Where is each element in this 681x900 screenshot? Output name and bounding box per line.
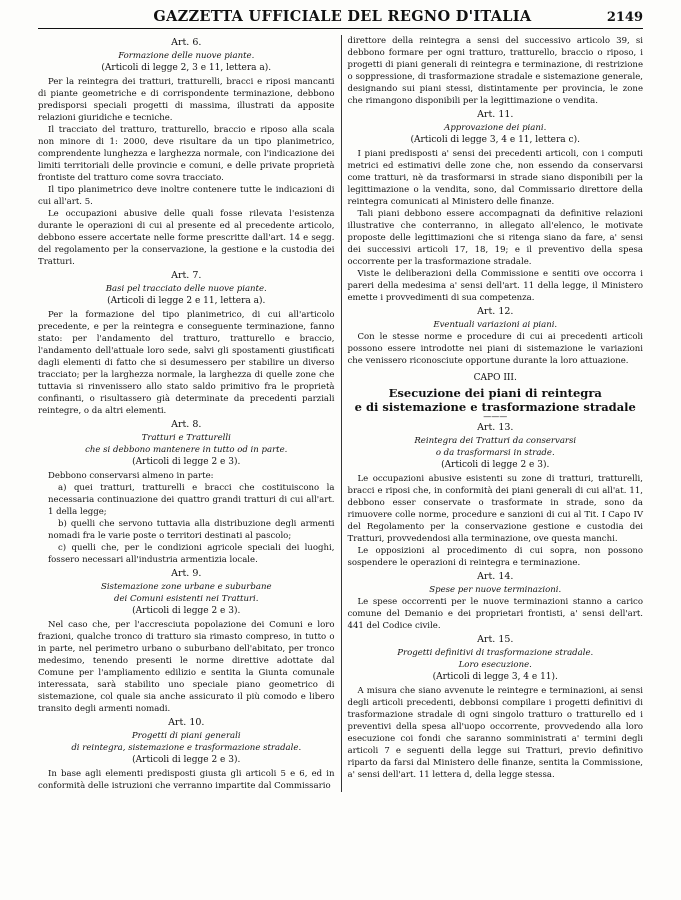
law-reference: (Articoli di legge 2 e 3). — [441, 460, 550, 470]
article-heading: di reintegra, sistemazione e trasformazione stradale. — [71, 743, 302, 753]
article-heading: Tratturi e Tratturelli — [141, 433, 231, 443]
article-6 — [38, 37, 335, 268]
list-item: b) quelli che servono tuttavia alla distribuzione degli armenti nomadi fra le varie poste o territori destinati al pascolo; — [48, 519, 335, 541]
article-label: Art. 14. — [477, 571, 514, 582]
chapter-title: Esecuzione dei piani di reintegra — [388, 386, 602, 400]
page-number: 2149 — [606, 10, 643, 25]
article-14 — [348, 571, 644, 632]
paragraph: Nel caso che, per l'accresciuta popolazione dei Comuni e loro frazioni, qualche tronco di tratturo sia rimasto compreso, in tutto o in parte, nel perimetro urbano o suburbano dell'abitato, per tronco medesimo, tenendo presenti le norme direttive adottate dal Comune per l'ampliamento edilizio e sentita la Giunta comunale interessata, sarà stabilito uno speciale piano geometrico di sistemazione, col quale sia anche assicurato il più comodo e libero transito degli armenti nomadi. — [38, 620, 335, 714]
law-reference: (Articoli di legge 3, 4 e 11). — [432, 672, 558, 682]
article-13 — [348, 422, 644, 569]
article-heading: o da trasformarsi in strade. — [435, 448, 555, 458]
list-item: a) quei tratturi, tratturelli e bracci che costituiscono la necessaria continuazione dei quattro grandi tratturi di cui all'art. 1 della legge; — [48, 483, 335, 517]
paragraph: Le occupazioni abusive esistenti su zone di tratturi, tratturelli, bracci e riposi che, in conformità dei piani generali di cui all'at. 11, debbono esser conservate o trasformate in strade, sono da rimuovere colle norme, procedure e sanzioni di cui al Tit. I Capo IV del Regolamento per la conservazione gestione e custodia dei Tratturi, provvedendosi alla terminazione, ove questa manchi. — [347, 474, 643, 544]
paragraph: Le occupazioni abusive delle quali fosse rilevata l'esistenza durante le operazioni di cui al presente ed al precedente articolo, debbono essere accertate nelle forme prescritte dall'art. 14 e segg. del regolamento per la conservazione, la gestione e la custodia dei Tratturi. — [38, 209, 335, 267]
law-reference: (Articoli di legge 2 e 3). — [132, 457, 241, 467]
paragraph: Le spese occorrenti per le nuove terminazioni stanno a carico comune del Demanio e dei proprietari frontisti, a' sensi dell'art. 441 del Codice civile. — [347, 597, 643, 631]
left-column — [38, 35, 341, 792]
paragraph: Debbono conservarsi almeno in parte: — [48, 471, 214, 481]
article-12 — [348, 306, 644, 367]
article-heading: Sistemazione zone urbane e suburbane — [100, 582, 272, 592]
article-label: Art. 12. — [477, 306, 514, 317]
article-10 — [38, 717, 335, 792]
article-heading: dei Comuni esistenti nei Tratturi. — [114, 594, 259, 604]
article-8 — [38, 419, 335, 566]
paragraph: Tali piani debbono essere accompagnati da definitive relazioni illustrative che conterranno, in allegato all'elenco, le motivate proposte delle legittimazioni che si ritenga siano da fare, a' sensi dei successivi articoli 17, 18, 19; e il preventivo della spesa occorrente per la trasformazione stradale. — [347, 209, 643, 267]
article-label: Art. 15. — [477, 634, 514, 645]
article-9 — [38, 568, 335, 715]
article-heading: Progetti definitivi di trasformazione stradale. — [397, 648, 594, 658]
law-reference: (Articoli di legge 2 e 11, lettera a). — [107, 296, 266, 306]
paragraph: Le opposizioni al procedimento di cui sopra, non possono sospendere le operazioni di reintegra e terminazione. — [347, 546, 643, 568]
paragraph: A misura che siano avvenute le reintegre e terminazioni, ai sensi degli articoli precedenti, debbonsi compilare i progetti definitivi di trasformazione stradale di ogni singolo tratturo o tratturello ed i preventivi della spesa all'uopo occorrente, provvedendo alla loro esecuzione coi fondi che saranno somministrati a' termini degli articoli 7 e seguenti della legge sui Tratturi, previo definitivo riparto da farsi dal Ministero delle finanze, sentita la Commissione, a' sensi dell'art. 11 lettera d, della legge stessa. — [347, 686, 643, 780]
article-heading: Loro esecuzione. — [458, 660, 532, 670]
paragraph: Per la formazione del tipo planimetrico, di cui all'articolo precedente, e per la reintegra e conseguente terminazione, fanno stato: per l'andamento del tratturo, tratturello e braccio, l'andamento dell'attuale loro sede, salvi gli spostamenti giustificati dagli elementi di fatto che si desumessero per stabilire un diverso tracciato; per la larghezza normale, la larghezza di quelle zone che tuttavia si rinvenissero allo stato saldo primitivo fra le proprietà confinanti, o risultassero già determinate da precedenti parziali reintegre, o da altri elementi. — [38, 310, 335, 416]
paragraph: Viste le deliberazioni della Commissione e sentiti ove occorra i pareri della medesima a' sensi dell'art. 11 della legge, il Ministero emette i provvedimenti di sua competenza. — [347, 269, 643, 303]
article-heading: Progetti di piani generali — [131, 731, 241, 741]
article-label: Art. 11. — [477, 109, 514, 120]
article-heading: Reintegra dei Tratturi da conservarsi — [414, 436, 577, 446]
article-label: Art. 9. — [171, 568, 202, 579]
paragraph: Con le stesse norme e procedure di cui ai precedenti articoli possono essere introdotte nei piani di sistemazione le variazioni che venissero riconosciute opportune durante la loro attuazione. — [347, 332, 643, 366]
article-label: Art. 6. — [171, 37, 202, 48]
chapter-title: e di sistemazione e trasformazione stradale — [354, 400, 636, 414]
article-heading: Basi pel tracciato delle nuove piante. — [105, 284, 267, 294]
article-label: Art. 13. — [477, 422, 514, 433]
two-column-body — [38, 35, 643, 792]
law-reference: (Articoli di legge 2 e 3). — [132, 606, 241, 616]
article-label: Art. 7. — [171, 270, 202, 281]
article-7 — [38, 270, 335, 417]
paragraph: I piani predisposti a' sensi dei precedenti articoli, con i computi metrici ed estimativi delle zone che, non essendo da conservarsi come tratturi, nè da trasformarsi in strade siano disponibili per la legittimazione o la vendita, sono, dal Commissario direttore della reintegra comunicati al Ministero delle finanze. — [347, 149, 643, 207]
article-heading: Spese per nuove terminazioni. — [429, 585, 562, 595]
article-heading: Eventuali variazioni ai piani. — [433, 320, 558, 330]
article-heading: Approvazione dei piani. — [444, 123, 547, 133]
law-reference: (Articoli di legge 3, 4 e 11, lettera c). — [410, 135, 580, 145]
paragraph: Per la reintegra dei tratturi, tratturelli, bracci e riposi mancanti di piante geometriche e di corrispondente terminazione, debbono predisporsi speciali progetti di massima, illustrati da apposite relazioni giuridiche e tecniche. — [38, 77, 335, 123]
paragraph: Il tracciato del tratturo, tratturello, braccio e riposo alla scala non minore di 1: 2000, deve risultare da un tipo planimetrico, comprendente lunghezza e larghezza normale, con l'indicazione dei limiti territoriali delle provincie e comuni, e delle private proprietà frontiste del tratturo come sovra tracciato. — [38, 125, 335, 183]
article-label: Art. 10. — [168, 717, 205, 728]
paragraph: In base agli elementi predisposti giusta gli articoli 5 e 6, ed in conformità delle istruzioni che verranno impartite dal Commissario — [38, 769, 335, 791]
list-item: c) quelli che, per le condizioni agricole speciali dei luoghi, fossero necessari all'industria armentizia locale. — [48, 543, 335, 565]
article-label: Art. 8. — [171, 419, 202, 430]
article-11 — [348, 109, 644, 304]
article-heading: Formazione delle nuove piante. — [118, 51, 255, 61]
paragraph: Il tipo planimetrico deve inoltre contenere tutte le indicazioni di cui all'art. 5. — [38, 185, 335, 207]
article-heading: che si debbono mantenere in tutto od in parte. — [85, 445, 288, 455]
capo-3 — [348, 372, 644, 420]
page-header — [38, 8, 643, 29]
law-reference: (Articoli di legge 2, 3 e 11, lettera a). — [101, 63, 272, 73]
divider: ——— — [483, 412, 508, 421]
gazette-title: GAZZETTA UFFICIALE DEL REGNO D'ITALIA — [153, 8, 532, 25]
law-reference: (Articoli di legge 2 e 3). — [132, 755, 241, 765]
chapter-label: CAPO III. — [473, 373, 517, 383]
right-column — [341, 35, 644, 792]
paragraph-continued: direttore della reintegra a sensi del successivo articolo 39, si debbono formare per ogni tratturo, tratturello, braccio o riposo, i progetti di piani generali di reintegra e terminazione, di restrizione o soppressione, di trasformazione stradale e sistemazione generale, designando sui piani stessi, distintamente per provincia, le zone che rimangono disponibili per la legittimazione o vendita. — [347, 36, 643, 106]
article-15 — [348, 634, 644, 781]
